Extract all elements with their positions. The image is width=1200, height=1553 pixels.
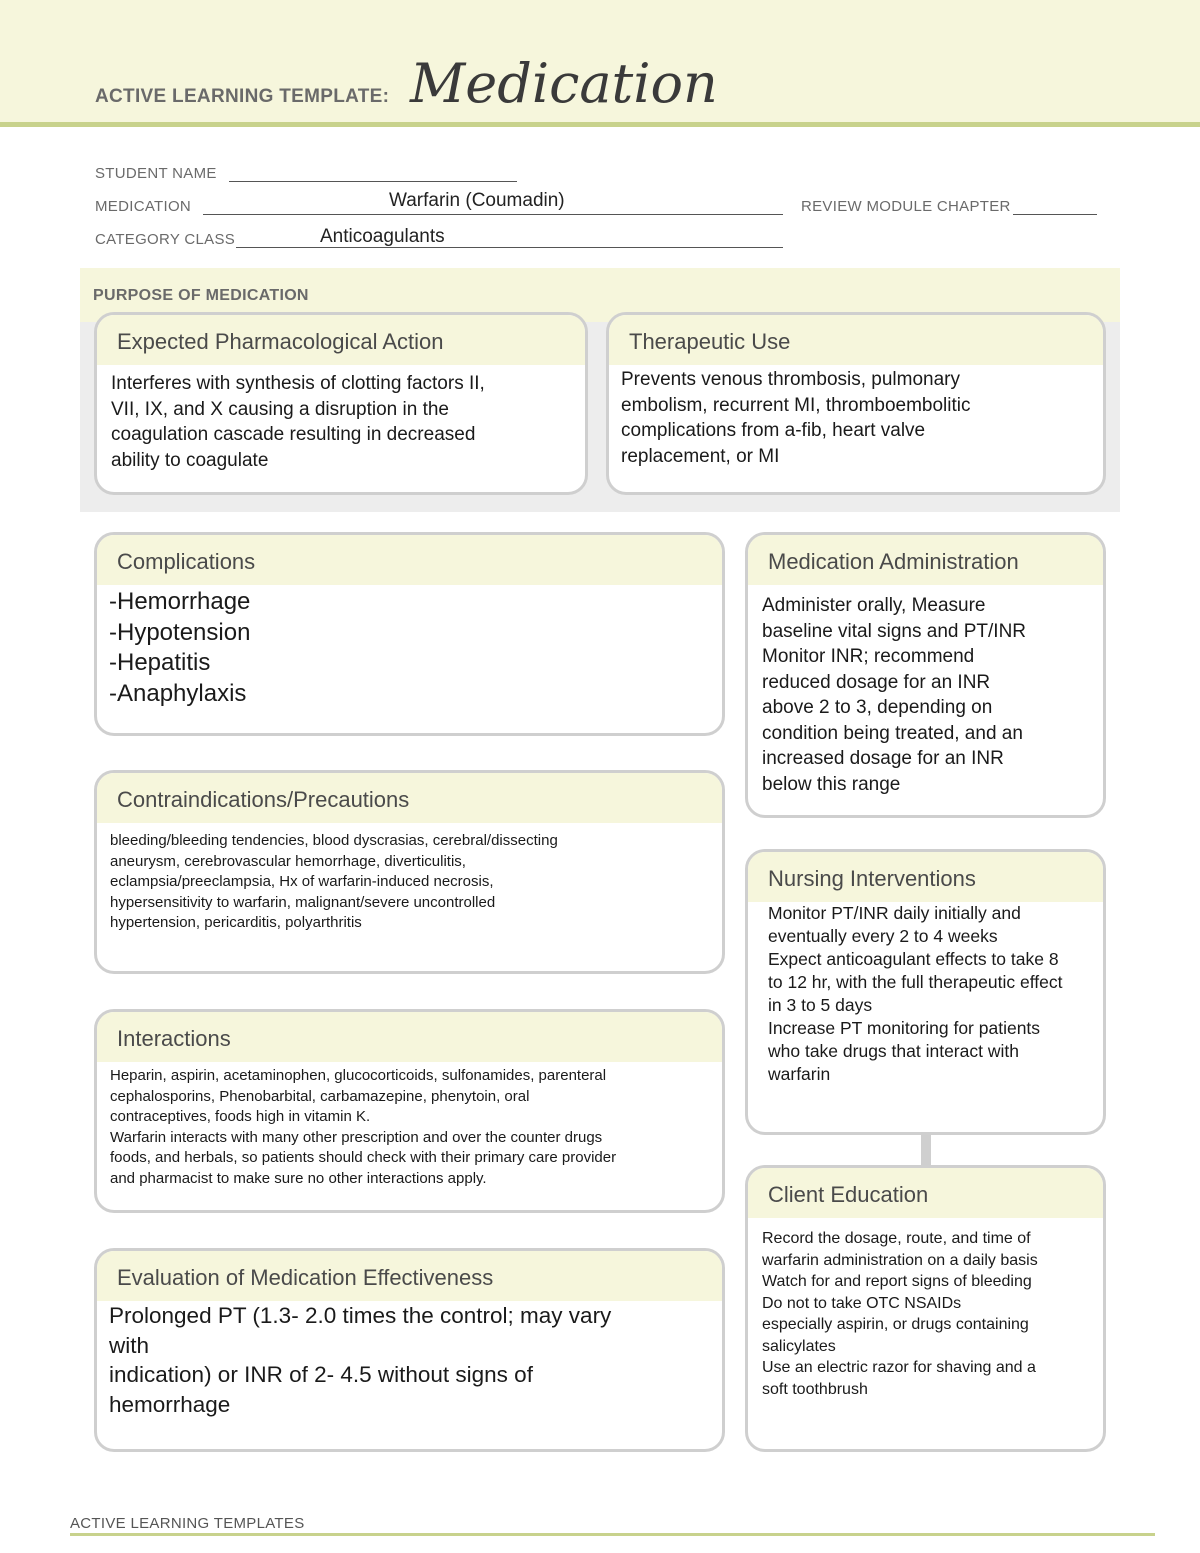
text-line: Record the dosage, route, and time of [762,1230,1031,1247]
medication-label: MEDICATION [95,198,192,215]
text-line: hemorrhage [109,1391,231,1417]
review-module-label: REVIEW MODULE CHAPTER [801,198,1011,215]
evaluation-box [94,1248,725,1452]
text-line: Warfarin interacts with many other prescription and over the counter drugs [110,1128,603,1146]
text-line: -Anaphylaxis [109,679,247,707]
nursing-box [745,849,1106,1135]
interactions-text [97,1062,722,1189]
text-line: who take drugs that interact with [768,1041,1019,1061]
header-rule [0,122,1200,127]
medication-value: Warfarin (Coumadin) [389,190,565,211]
text-line: warfarin administration on a daily basis [762,1251,1038,1269]
page-title: Medication [410,52,718,115]
student-name-label: STUDENT NAME [95,165,217,182]
contraindications-text [97,823,722,934]
text-line: -Hypotension [109,618,251,646]
text-line: salicylates [762,1337,836,1355]
text-line: aneurysm, cerebrovascular hemorrhage, diverticulitis, [110,852,466,870]
expected-action-box [94,312,588,495]
text-line: above 2 to 3, depending on [762,697,993,718]
contraindications-box [94,770,725,974]
text-line: Use an electric razor for shaving and a [762,1359,1036,1376]
text-line: Administer orally, Measure [762,595,986,616]
footer-rule [70,1533,1155,1536]
therapeutic-use-title: Therapeutic Use [609,315,1103,365]
text-line: in 3 to 5 days [768,995,873,1015]
administration-title: Medication Administration [748,535,1103,585]
client-education-box [745,1165,1106,1452]
text-line: and pharmacist to make sure no other interactions apply. [110,1169,487,1187]
therapeutic-use-box [606,312,1106,495]
text-line: hypersensitivity to warfarin, malignant/severe uncontrolled [110,893,496,911]
text-line: to 12 hr, with the full therapeutic effect [768,972,1063,992]
contraindications-title: Contraindications/Precautions [97,773,722,823]
purpose-label: PURPOSE OF MEDICATION [93,287,309,304]
text-line: especially aspirin, or drugs containing [762,1316,1029,1333]
text-line: indication) or INR of 2- 4.5 without signs of [109,1362,533,1387]
text-line: ability to coagulate [111,449,269,471]
text-line: soft toothbrush [762,1380,868,1398]
text-line: condition being treated, and an [762,722,1023,744]
administration-box [745,532,1106,818]
text-line: coagulation cascade resulting in decreased [111,424,476,445]
text-line: Heparin, aspirin, acetaminophen, glucocorticoids, sulfonamides, parenteral [110,1067,607,1084]
text-line: eventually every 2 to 4 weeks [768,926,998,946]
text-line: -Hepatitis [109,649,211,676]
text-line: baseline vital signs and PT/INR [762,620,1027,642]
complications-title: Complications [97,535,722,585]
review-module-field[interactable] [1013,214,1097,215]
text-line: contraceptives, foods high in vitamin K. [110,1108,371,1125]
text-line: below this range [762,773,901,795]
expected-action-text [97,365,585,473]
expected-action-title: Expected Pharmacological Action [97,315,585,365]
text-line: Prevents venous thrombosis, pulmonary [621,369,960,390]
text-line: bleeding/bleeding tendencies, blood dyscrasias, cerebral/dissecting [110,832,558,849]
administration-text [748,585,1103,797]
text-line: warfarin [768,1064,831,1084]
text-line: Watch for and report signs of bleeding [762,1273,1032,1290]
text-line: Interferes with synthesis of clotting factors II, [111,373,485,394]
nursing-title: Nursing Interventions [748,852,1103,902]
evaluation-title: Evaluation of Medication Effectiveness [97,1251,722,1301]
template-label: ACTIVE LEARNING TEMPLATE: [95,86,390,107]
interactions-title: Interactions [97,1012,722,1062]
text-line: Monitor PT/INR daily initially and [768,903,1021,923]
text-line: foods, and herbals, so patients should check with their primary care provider [110,1149,617,1166]
interactions-box [94,1009,725,1213]
student-name-field[interactable] [229,181,517,182]
category-class-value: Anticoagulants [320,226,445,247]
text-line: Do not to take OTC NSAIDs [762,1294,962,1312]
text-line: replacement, or MI [621,445,780,467]
text-line: VII, IX, and X causing a disruption in the [111,398,449,420]
text-line: reduced dosage for an INR [762,671,991,693]
text-line: embolism, recurrent MI, thromboembolitic [621,394,971,416]
client-education-title: Client Education [748,1168,1103,1218]
text-line: complications from a-fib, heart valve [621,420,926,441]
text-line: cephalosporins, Phenobarbital, carbamazepine, phenytoin, oral [110,1087,530,1105]
client-education-text [748,1218,1103,1400]
therapeutic-use-text [609,365,1103,469]
text-line: increased dosage for an INR [762,748,1004,769]
complications-text [97,585,722,709]
medication-field[interactable] [203,214,783,215]
category-class-field[interactable] [236,247,783,248]
text-line: eclampsia/preeclampsia, Hx of warfarin-induced necrosis, [110,873,494,890]
evaluation-text [97,1301,722,1419]
text-line: with [109,1332,150,1358]
text-line: hypertension, pericarditis, polyarthritis [110,914,362,931]
text-line: Prolonged PT (1.3- 2.0 times the control; may vary [109,1303,612,1328]
box-connector [921,1134,931,1166]
text-line: Monitor INR; recommend [762,646,975,667]
text-line: -Hemorrhage [109,588,251,615]
nursing-text [748,902,1103,1086]
text-line: Expect anticoagulant effects to take 8 [768,949,1059,969]
footer-label: ACTIVE LEARNING TEMPLATES [70,1515,305,1532]
complications-box [94,532,725,736]
category-class-label: CATEGORY CLASS [95,231,236,248]
text-line: Increase PT monitoring for patients [768,1018,1041,1038]
